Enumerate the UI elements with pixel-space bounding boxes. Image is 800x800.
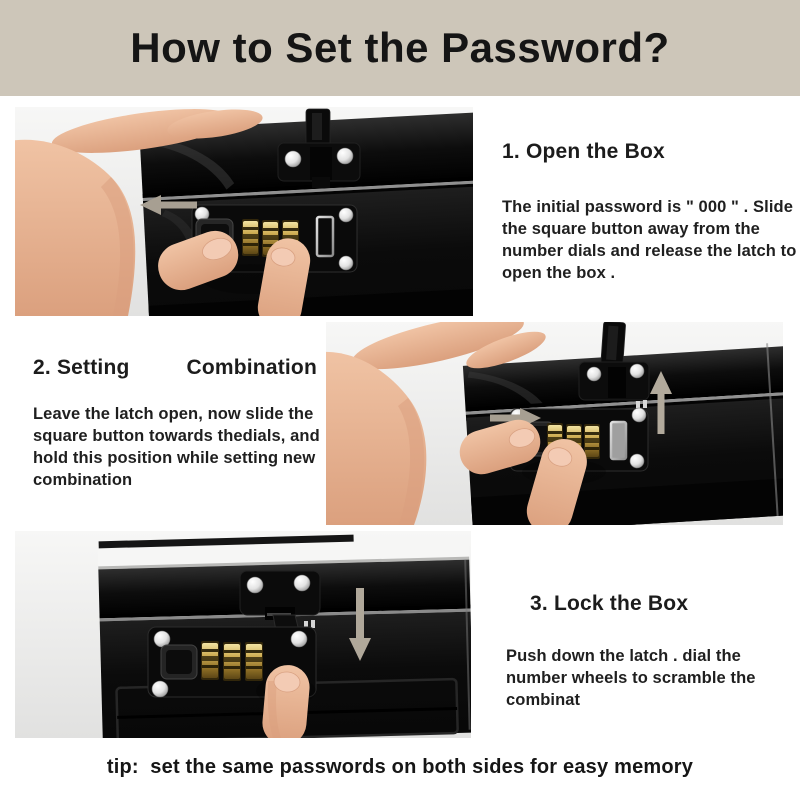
step2-photo: [326, 322, 783, 525]
rivet: [337, 148, 353, 164]
tip-text: tip: set the same passwords on both sides for easy memory: [106, 756, 694, 778]
step2-photo-scene: [326, 322, 783, 525]
keyhole-plate: [611, 422, 626, 459]
combination-dials: [201, 641, 263, 681]
step2-body: Leave the latch open, now slide the square button towards thedials, and hold this position while setting new combination: [33, 405, 320, 490]
rivet: [294, 575, 310, 591]
step3-body: Push down the latch . dial the number wheels to scramble the combinat: [506, 647, 756, 710]
step3-heading: 3. Lock the Box: [530, 592, 689, 615]
rivet: [285, 151, 301, 167]
step2-heading-word2: Combination: [186, 356, 317, 379]
step1-body: The initial password is " 000 " . Slide the square button away from the number dials and release the latch to open the box .: [502, 198, 797, 283]
rivet: [632, 408, 646, 422]
rivet: [630, 454, 644, 468]
rivet: [630, 364, 644, 378]
step3-photo: [15, 531, 471, 738]
header-band: [0, 0, 800, 96]
step1-photo: [15, 107, 473, 316]
step2-heading-word1: 2. Setting: [33, 356, 130, 379]
step3-photo-scene: [15, 531, 471, 738]
keyhole-plate: [317, 217, 333, 256]
rivet: [291, 631, 307, 647]
page-title: How to Set the Password?: [130, 24, 670, 71]
step1-photo-scene: [15, 107, 473, 316]
slide-button: [161, 645, 197, 679]
rivet: [247, 577, 263, 593]
rivet: [152, 681, 168, 697]
rivet: [587, 367, 601, 381]
step1-heading: 1. Open the Box: [502, 140, 665, 163]
step2-heading: [33, 356, 317, 380]
rivet: [339, 208, 353, 222]
rivet: [339, 256, 353, 270]
